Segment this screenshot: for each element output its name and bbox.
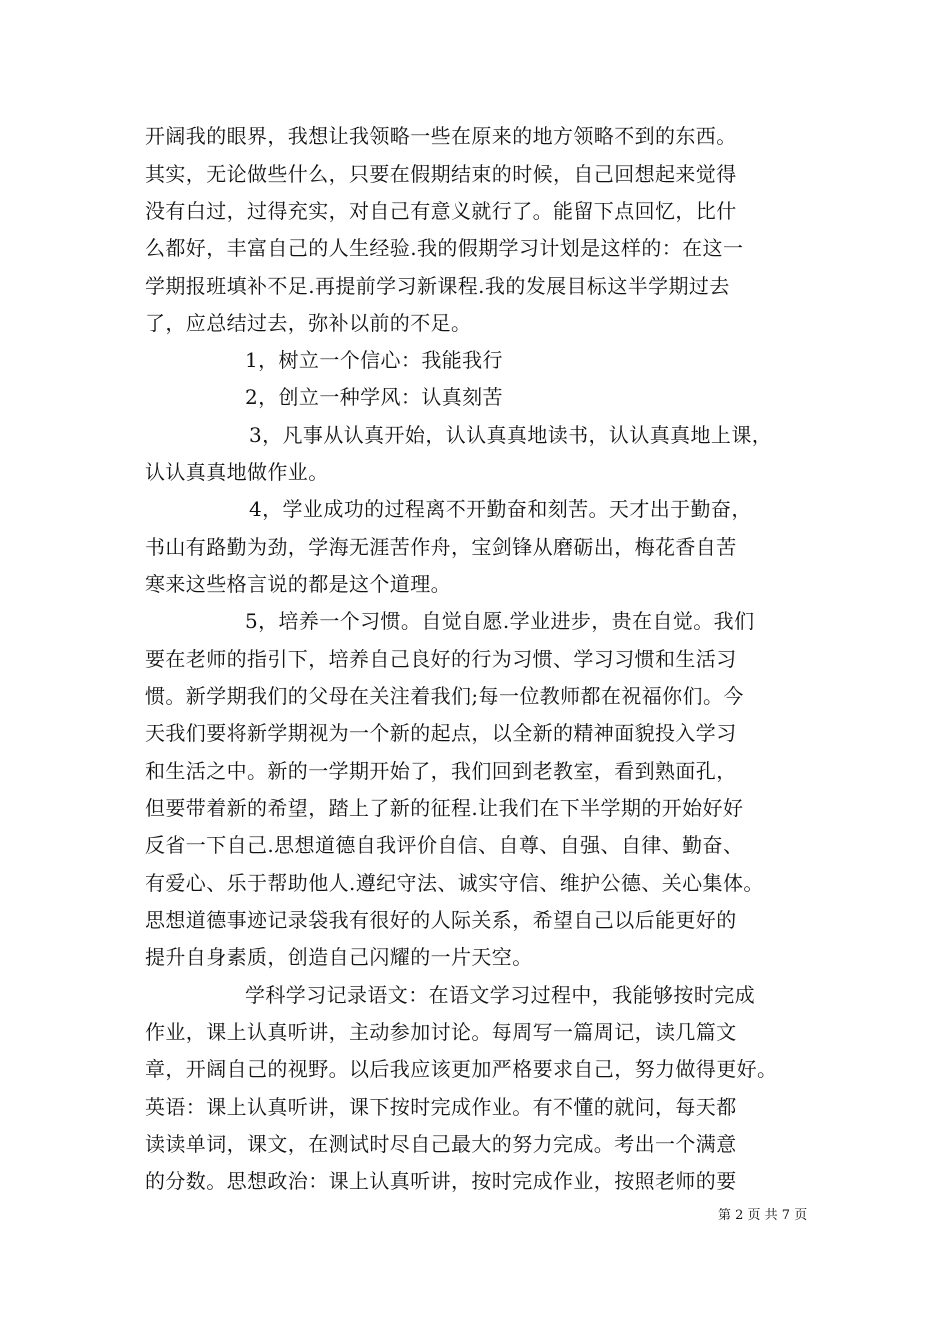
paragraph-start: 学科学习记录语文：在语文学习过程中，我能够按时完成 <box>245 983 755 1007</box>
text-line: 没有白过，过得充实，对自己有意义就行了。能留下点回忆，比什 <box>145 199 737 223</box>
list-item: 3，凡事从认真开始，认认真真地读书，认认真真地上课， <box>249 423 773 447</box>
list-item: 1，树立一个信心：我能我行 <box>245 348 503 372</box>
page-number: 第 2 页 共 7 页 <box>718 1208 808 1223</box>
text-line: 思想道德事迹记录袋我有很好的人际关系，希望自己以后能更好的 <box>145 908 737 932</box>
text-line: 的分数。思想政治：课上认真听讲，按时完成作业，按照老师的要 <box>145 1169 737 1193</box>
text-line: 读读单词，课文，在测试时尽自己最大的努力完成。考出一个满意 <box>145 1132 737 1156</box>
text-line: 但要带着新的希望，踏上了新的征程.让我们在下半学期的开始好好 <box>145 796 744 820</box>
text-line: 惯。新学期我们的父母在关注着我们;每一位教师都在祝福你们。今 <box>145 684 744 708</box>
text-line: 章，开阔自己的视野。以后我应该更加严格要求自己，努力做得更好。 <box>145 1057 778 1081</box>
list-item: 5，培养一个习惯。自觉自愿.学业进步，贵在自觉。我们 <box>245 609 755 633</box>
text-line: 学期报班填补不足.再提前学习新课程.我的发展目标这半学期过去 <box>145 274 730 298</box>
text-line: 了，应总结过去，弥补以前的不足。 <box>145 311 472 335</box>
text-line: 和生活之中。新的一学期开始了，我们回到老教室，看到熟面孔， <box>145 759 737 783</box>
text-line: 要在老师的指引下，培养自己良好的行为习惯、学习习惯和生活习 <box>145 647 737 671</box>
text-line: 书山有路勤为劲，学海无涯苦作舟，宝剑锋从磨砺出，梅花香自苦 <box>145 535 737 559</box>
text-line: 么都好，丰富自己的人生经验.我的假期学习计划是这样的：在这一 <box>145 236 744 260</box>
text-line: 开阔我的眼界，我想让我领略一些在原来的地方领略不到的东西。 <box>145 124 737 148</box>
text-line: 天我们要将新学期视为一个新的起点，以全新的精神面貌投入学习 <box>145 721 737 745</box>
text-line: 其实，无论做些什么，只要在假期结束的时候，自己回想起来觉得 <box>145 162 737 186</box>
text-line: 英语：课上认真听讲，课下按时完成作业。有不懂的就问，每天都 <box>145 1095 737 1119</box>
list-item: 4，学业成功的过程离不开勤奋和刻苦。天才出于勤奋， <box>249 497 752 521</box>
text-line: 寒来这些格言说的都是这个道理。 <box>145 572 451 596</box>
text-line: 反省一下自己.思想道德自我评价自信、自尊、自强、自律、勤奋、 <box>145 833 744 857</box>
text-line: 提升自身素质，创造自己闪耀的一片天空。 <box>145 945 533 969</box>
text-line: 作业，课上认真听讲，主动参加讨论。每周写一篇周记，读几篇文 <box>145 1020 737 1044</box>
text-line: 有爱心、乐于帮助他人.遵纪守法、诚实守信、维护公德、关心集体。 <box>145 871 764 895</box>
text-line: 认认真真地做作业。 <box>145 460 329 484</box>
list-item: 2，创立一种学风：认真刻苦 <box>245 385 503 409</box>
